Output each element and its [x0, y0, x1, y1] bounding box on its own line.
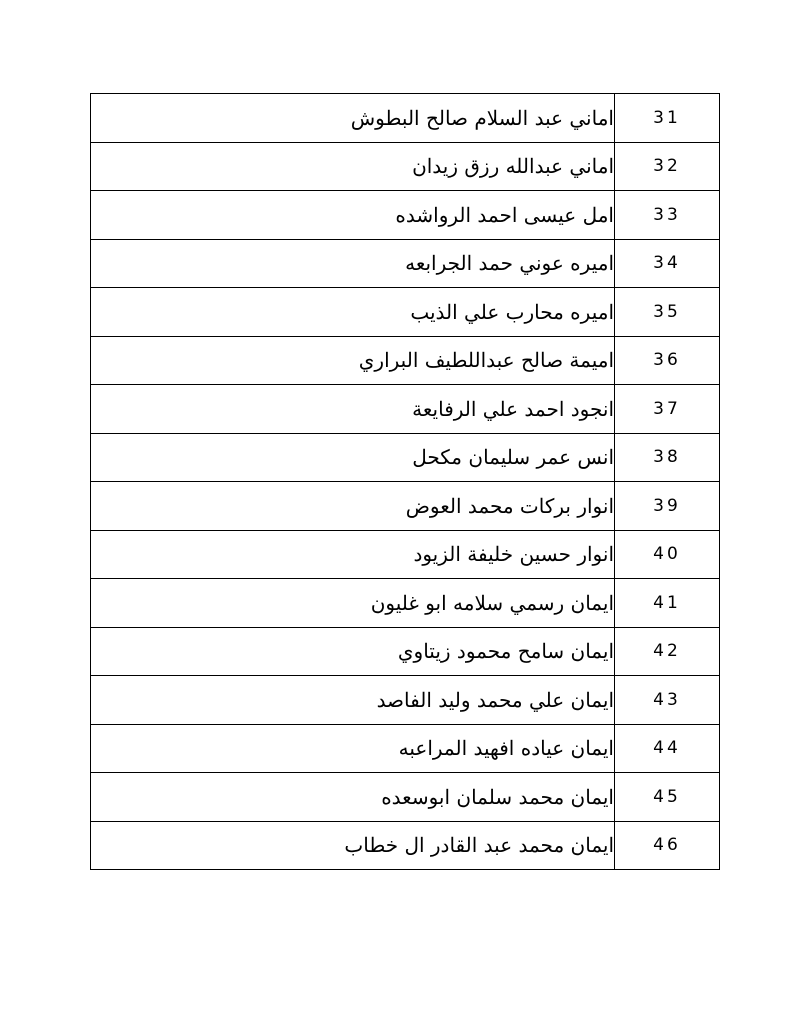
names-table: [90, 93, 720, 870]
name-cell: انس عمر سليمان مكحل: [91, 433, 615, 482]
table-row: [91, 482, 720, 531]
name-cell: اميره محارب علي الذيب: [91, 288, 615, 337]
name-cell: انجود احمد علي الرفايعة: [91, 385, 615, 434]
name-cell: اميره عوني حمد الجرابعه: [91, 239, 615, 288]
name-cell: اماني عبدالله رزق زيدان: [91, 142, 615, 191]
number-cell: 45: [615, 773, 720, 822]
name-cell: انوار حسين خليفة الزيود: [91, 530, 615, 579]
number-cell: 40: [615, 530, 720, 579]
table-row: [91, 530, 720, 579]
number-cell: 43: [615, 676, 720, 725]
table-row: [91, 724, 720, 773]
number-cell: 31: [615, 94, 720, 143]
table-row: [91, 239, 720, 288]
table-row: [91, 385, 720, 434]
name-cell: انوار بركات محمد العوض: [91, 482, 615, 531]
number-cell: 32: [615, 142, 720, 191]
table-row: [91, 336, 720, 385]
name-cell: ايمان محمد عبد القادر ال خطاب: [91, 821, 615, 870]
names-table-body: [91, 94, 720, 870]
name-cell: ايمان رسمي سلامه ابو غليون: [91, 579, 615, 628]
table-row: [91, 142, 720, 191]
number-cell: 37: [615, 385, 720, 434]
number-cell: 46: [615, 821, 720, 870]
number-cell: 41: [615, 579, 720, 628]
name-cell: امل عيسى احمد الرواشده: [91, 191, 615, 240]
table-row: [91, 579, 720, 628]
name-cell: ايمان محمد سلمان ابوسعده: [91, 773, 615, 822]
name-cell: ايمان سامح محمود زيتاوي: [91, 627, 615, 676]
table-row: [91, 773, 720, 822]
number-cell: 42: [615, 627, 720, 676]
number-cell: 34: [615, 239, 720, 288]
number-cell: 36: [615, 336, 720, 385]
number-cell: 38: [615, 433, 720, 482]
table-row: [91, 821, 720, 870]
table-row: [91, 288, 720, 337]
name-cell: اميمة صالح عبداللطيف البراري: [91, 336, 615, 385]
table-row: [91, 627, 720, 676]
name-cell: اماني عبد السلام صالح البطوش: [91, 94, 615, 143]
table-row: [91, 433, 720, 482]
number-cell: 44: [615, 724, 720, 773]
number-cell: 35: [615, 288, 720, 337]
name-cell: ايمان علي محمد وليد الفاصد: [91, 676, 615, 725]
number-cell: 33: [615, 191, 720, 240]
table-row: [91, 94, 720, 143]
table-row: [91, 676, 720, 725]
table-row: [91, 191, 720, 240]
name-cell: ايمان عياده افهيد المراعبه: [91, 724, 615, 773]
number-cell: 39: [615, 482, 720, 531]
